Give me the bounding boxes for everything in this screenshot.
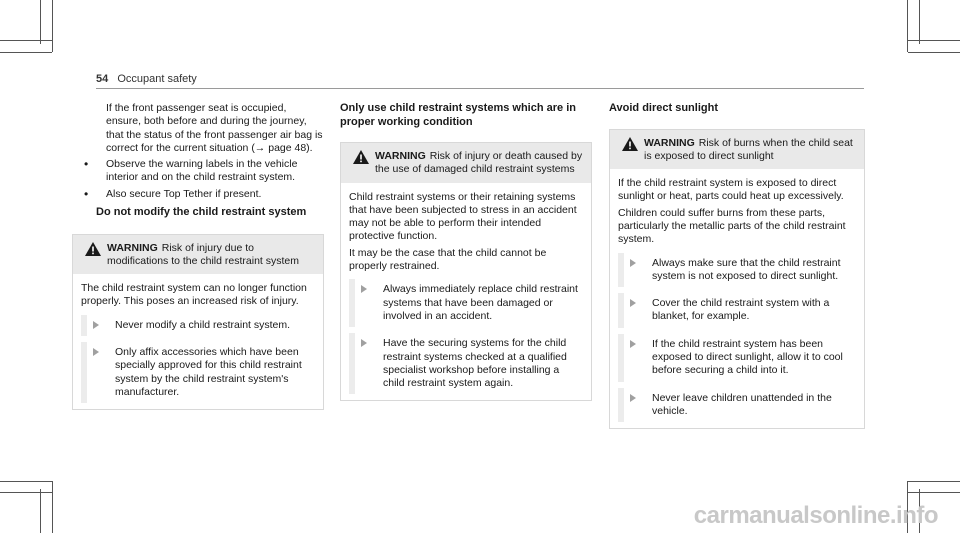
warning-description: If the child restraint system is exposed to direct sunlight or heat, parts could heat up excessively. [618, 177, 844, 203]
arrow-right-icon [361, 285, 367, 293]
column-2 [340, 102, 592, 401]
warning-label: WARNING [107, 241, 158, 254]
crop-mark [919, 0, 920, 44]
warning-box [72, 234, 324, 411]
crop-mark [40, 0, 41, 44]
warning-header [341, 143, 591, 183]
warning-text: Risk of injury or death caused by the use of damaged child restraint systems [375, 150, 583, 176]
section-heading: Avoid direct sunlight [609, 102, 718, 114]
crop-mark [0, 481, 52, 482]
arrow-right-icon [361, 339, 367, 347]
warning-triangle-icon [85, 242, 101, 256]
column-1 [72, 102, 324, 410]
action-step: Always make sure that the child restraint system is not exposed to direct sunlight. [618, 257, 856, 284]
warning-box [340, 142, 592, 401]
warning-triangle-icon [622, 137, 638, 151]
warning-header [610, 130, 864, 170]
arrow-right-icon [93, 348, 99, 356]
section-heading: Do not modify the child restraint system [96, 206, 307, 219]
warning-triangle-icon [353, 150, 369, 164]
arrow-right-icon [630, 259, 636, 267]
crop-mark [52, 481, 53, 533]
crop-mark [0, 40, 52, 41]
page-header [96, 73, 197, 85]
section-title: Occupant safety [117, 73, 197, 85]
warning-body [73, 274, 323, 409]
action-step: Cover the child restraint system with a blanket, for example. [618, 297, 856, 324]
crop-mark [908, 492, 960, 493]
warning-text: Risk of burns when the child seat is exposed to direct sunlight [644, 136, 853, 162]
action-step: Have the securing systems for the child restraint systems checked at a qualified specialist workshop before installing a child restraint system again. [349, 337, 583, 390]
warning-description: Child restraint systems or their retaining systems that have been subjected to stress in an accident may not be able to perform their intended protective function. [349, 190, 577, 243]
bullet-icon: • [84, 186, 89, 201]
crop-mark [0, 52, 52, 53]
action-step: If the child restraint system has been exposed to direct sunlight, allow it to cool before securing a child into it. [618, 338, 856, 378]
warning-box [609, 129, 865, 430]
action-step: Never leave children unattended in the vehicle. [618, 392, 856, 419]
crop-mark [908, 40, 960, 41]
warning-body [341, 183, 591, 401]
warning-header [73, 235, 323, 275]
bullet-icon: • [84, 157, 89, 172]
crop-mark [907, 0, 908, 52]
page-number: 54 [96, 73, 109, 85]
crop-mark [40, 489, 41, 533]
arrow-right-icon [630, 340, 636, 348]
arrow-right-icon [630, 394, 636, 402]
warning-body [610, 169, 864, 428]
header-divider [96, 88, 864, 89]
warning-description: It may be the case that the child cannot be properly restrained. [349, 246, 547, 273]
crop-mark [908, 481, 960, 482]
action-step: Always immediately replace child restraint systems that have been damaged or involved in an accident. [349, 283, 583, 323]
warning-description: Children could suffer burns from these parts, particularly the metallic parts of the child restraint system. [618, 206, 846, 246]
warning-description: The child restraint system can no longer function properly. This poses an increased risk of injury. [81, 282, 307, 308]
arrow-right-icon [93, 321, 99, 329]
list-item: • Also secure Top Tether if present. [84, 186, 262, 201]
list-item: • Observe the warning labels in the vehicle interior and on the child restraint system. [84, 157, 298, 184]
crop-mark [0, 492, 52, 493]
action-step: Only affix accessories which have been specially approved for this child restraint system by the child restraint system's manufacturer. [81, 346, 315, 399]
arrow-right-icon [630, 299, 636, 307]
crop-mark [908, 52, 960, 53]
intro-paragraph: If the front passenger seat is occupied, ensure, both before and during the journey, that the status of the front passenger air bag is correct for the current situation (→ page 48). [106, 102, 323, 154]
action-step: Never modify a child restraint system. [81, 319, 315, 332]
warning-text: Risk of injury due to modifications to the child restraint system [107, 241, 299, 267]
section-heading: Only use child restraint systems which are in proper working condition [340, 102, 576, 128]
crop-mark [52, 0, 53, 52]
watermark: carmanualsonline.info [693, 502, 938, 529]
warning-label: WARNING [644, 136, 695, 149]
column-3 [609, 102, 865, 429]
warning-label: WARNING [375, 150, 426, 162]
